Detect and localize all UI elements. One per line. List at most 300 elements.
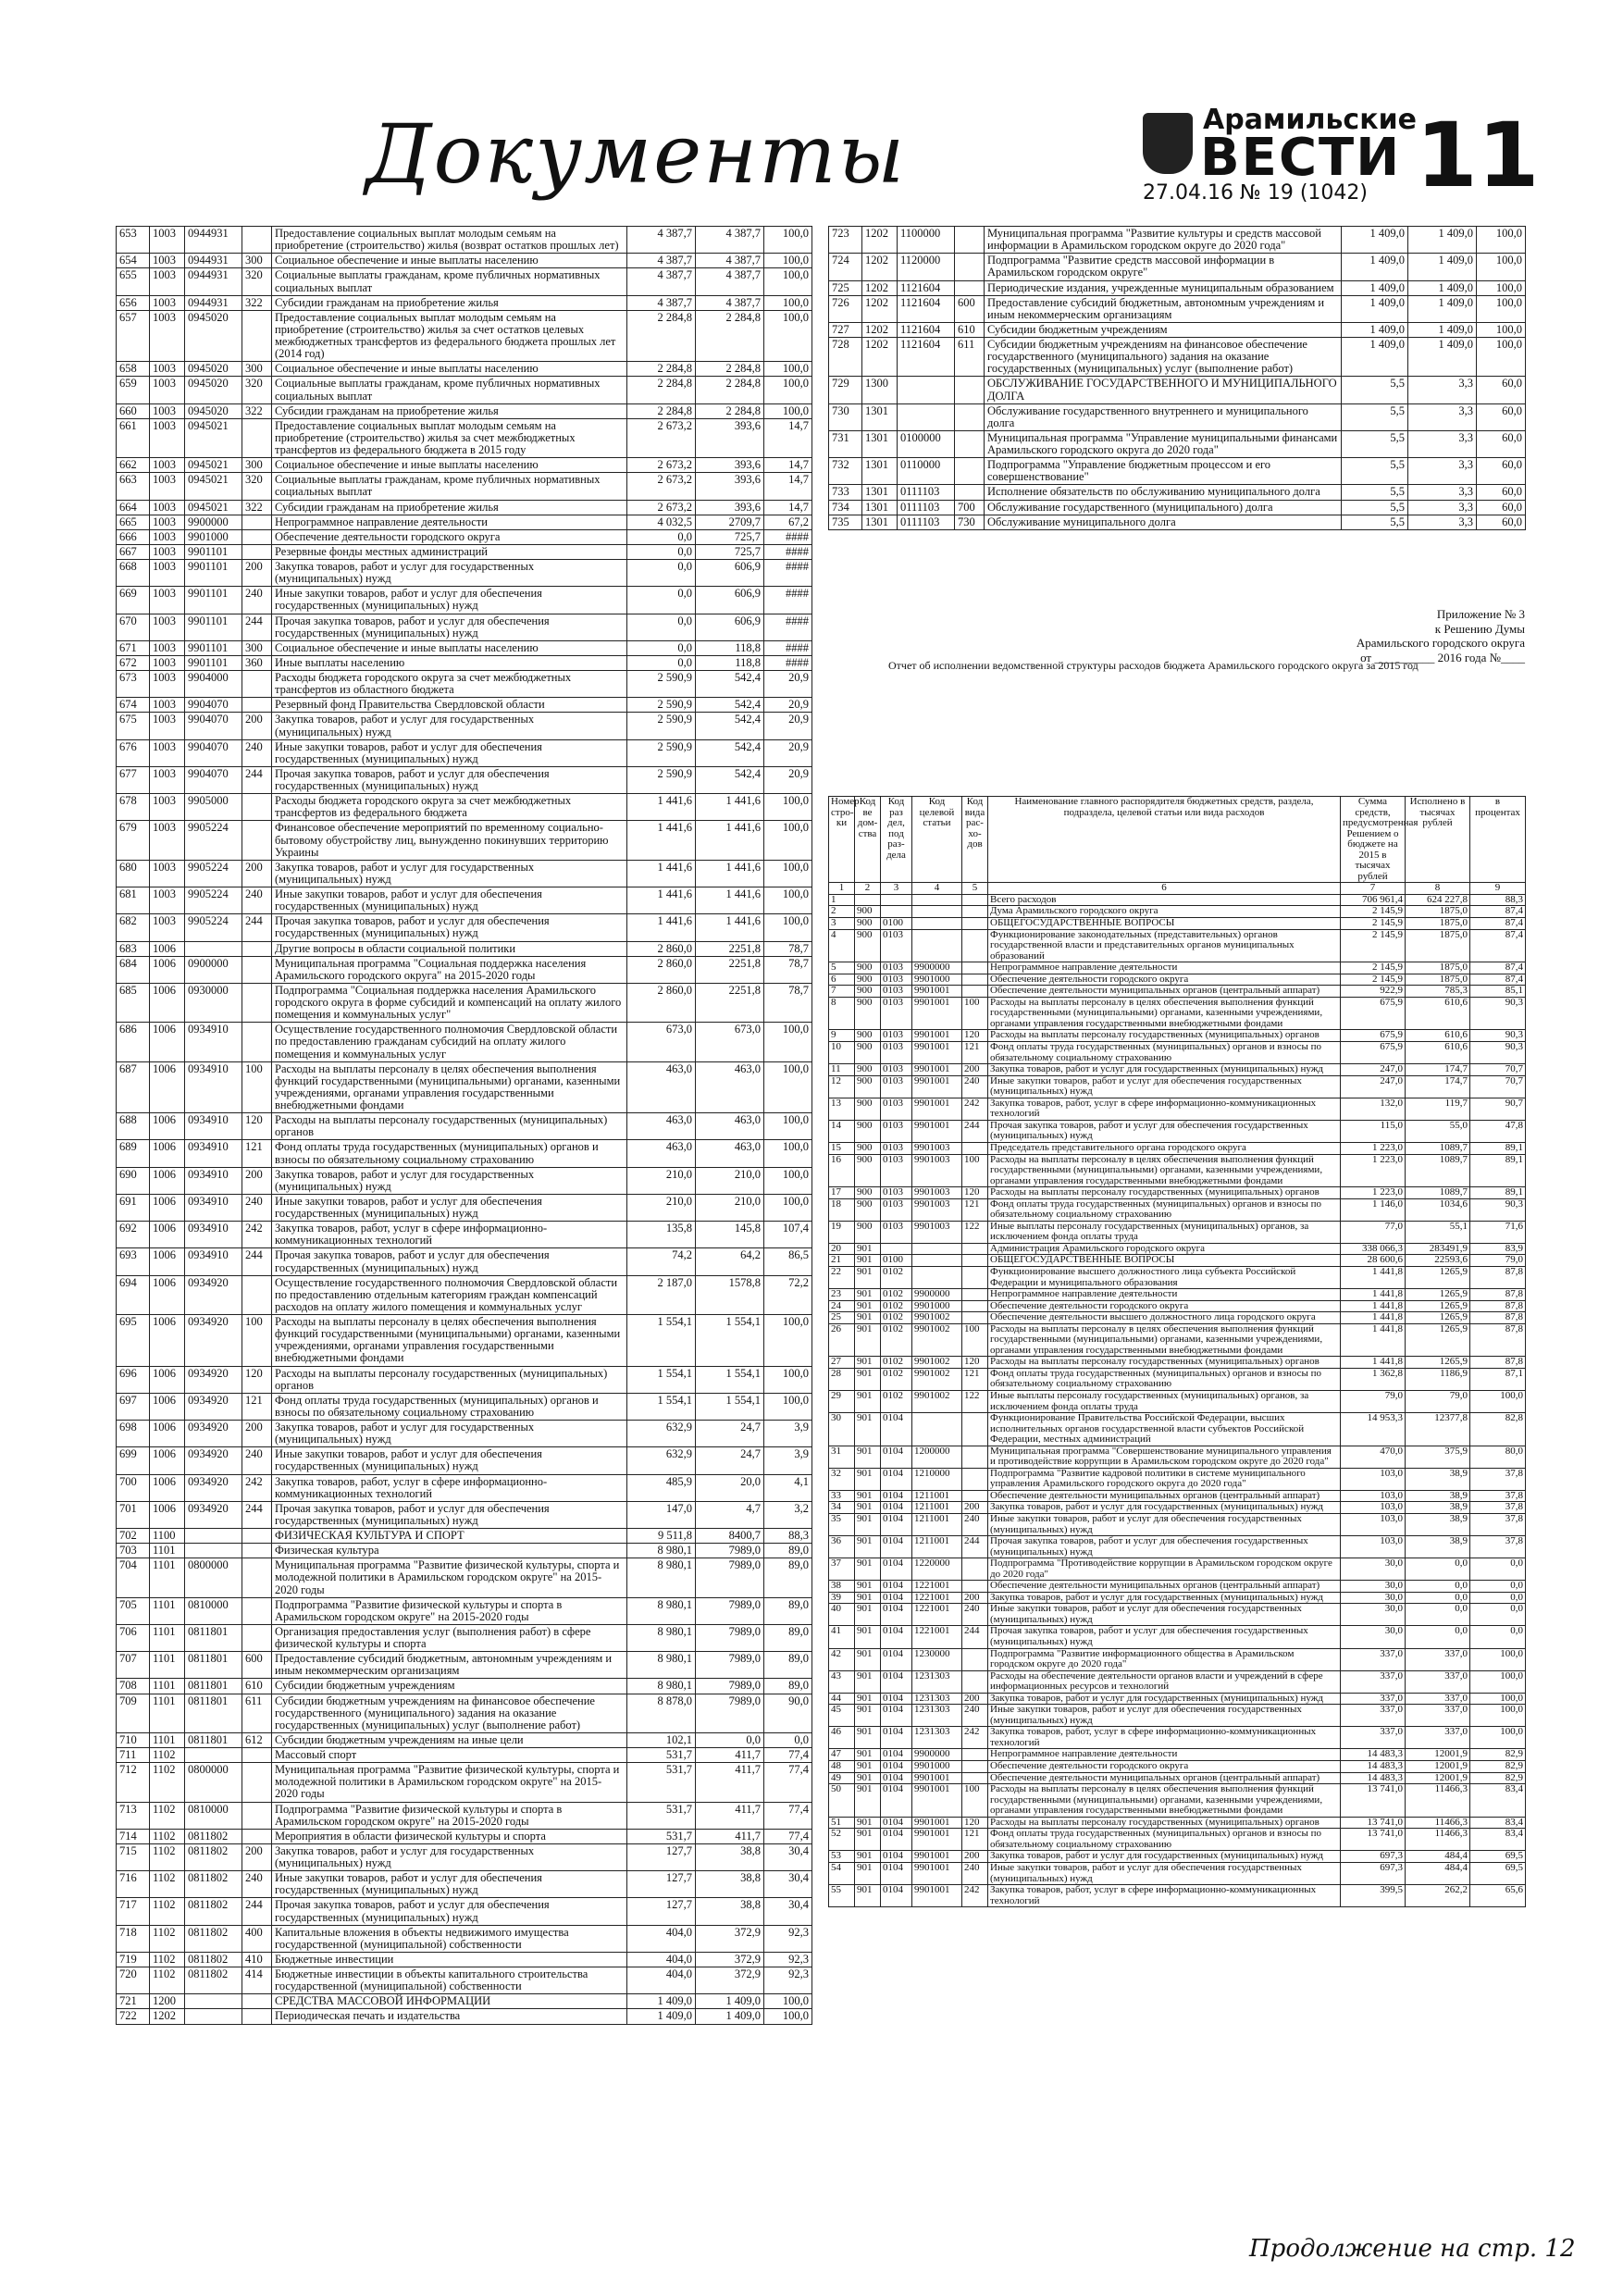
table-cell: 200 (242, 1167, 272, 1194)
table-row (117, 1113, 812, 1140)
table-row (829, 1266, 1526, 1288)
table-cell: 701 (117, 1501, 150, 1528)
table-cell: 730 (955, 515, 985, 529)
table-cell (185, 2009, 242, 2024)
table-cell: Дума Арамильского городского округа (988, 906, 1341, 918)
table-cell: 78,7 (764, 983, 812, 1022)
table-cell: 30,4 (764, 1871, 812, 1898)
table-cell: 5,5 (1342, 458, 1408, 485)
table-cell: 24,7 (696, 1421, 764, 1447)
table-cell: 9901001 (912, 1862, 962, 1884)
table-row (829, 1626, 1526, 1648)
table-row (117, 1544, 812, 1558)
table-cell: 60,0 (1477, 515, 1526, 529)
table-cell: 1121604 (898, 338, 955, 377)
table-cell: Расходы на выплаты персоналу в целях обеспечения выполнения функций государственными (муниципальными) органами, казенными учреждениями, органами управления государственными внебюджетными фондами (272, 1061, 627, 1113)
table-cell: 240 (962, 1514, 988, 1536)
table-cell: 74,2 (627, 1248, 696, 1275)
table-cell: Муниципальная программа "Развитие физической культуры, спорта и молодежной политики в Арамильском городском округе" на 2015-2020 годы (272, 1558, 627, 1597)
table-cell: 0102 (881, 1289, 912, 1301)
table-cell: 0102 (881, 1357, 912, 1369)
table-cell: 4 387,7 (627, 268, 696, 295)
table-cell: 0104 (881, 1784, 912, 1818)
table-cell: 9901001 (912, 1030, 962, 1042)
table-cell: 717 (117, 1898, 150, 1925)
table-cell: Социальное обеспечение и иные выплаты населению (272, 458, 627, 473)
table-cell: 20,9 (764, 713, 812, 739)
table-cell: 1089,7 (1406, 1154, 1470, 1187)
table-cell: 20,9 (764, 739, 812, 766)
table-row (829, 974, 1526, 986)
table-cell: Социальное обеспечение и иные выплаты населению (272, 640, 627, 655)
table-cell: Непрограммное направление деятельности (988, 1289, 1341, 1301)
table-cell: 30,0 (1341, 1558, 1406, 1581)
table-cell: 4 387,7 (627, 227, 696, 254)
table-cell: 693 (117, 1248, 150, 1275)
table-cell: Фонд оплаты труда государственных (муниципальных) органов и взносы по обязательному социальному страхованию (272, 1393, 627, 1420)
table-cell: 7989,0 (696, 1624, 764, 1651)
table-cell: 463,0 (696, 1140, 764, 1167)
column-header: Код раз дел, под раз-дела (881, 797, 912, 883)
table-cell (242, 1275, 272, 1314)
table-cell: 901 (855, 1670, 881, 1693)
table-cell: 300 (242, 254, 272, 268)
table-cell (242, 1544, 272, 1558)
table-cell: 1186,9 (1406, 1368, 1470, 1390)
table-cell: 730 (829, 403, 862, 430)
table-cell: Закупка товаров, работ и услуг для государственных (муниципальных) нужд (272, 860, 627, 887)
issue-info: 27.04.16 № 19 (1042) (1143, 181, 1368, 205)
table-row (829, 1154, 1526, 1187)
table-cell: 1875,0 (1406, 974, 1470, 986)
table-row (829, 997, 1526, 1030)
table-row (829, 254, 1526, 280)
table-cell: 100,0 (1470, 1693, 1526, 1705)
table-cell: 9901001 (912, 986, 962, 998)
table-cell: 71,6 (1470, 1221, 1526, 1243)
table-cell: 2 145,9 (1341, 918, 1406, 930)
table-cell: 393,6 (696, 473, 764, 500)
table-cell: 0945021 (185, 473, 242, 500)
table-cell: 1 409,0 (696, 2009, 764, 2024)
table-cell: 121 (962, 1829, 988, 1851)
table-cell: 1101 (150, 1732, 185, 1747)
table-cell: 901 (855, 1323, 881, 1357)
table-cell: 2 145,9 (1341, 929, 1406, 962)
table-cell: 712 (117, 1763, 150, 1802)
table-cell: 30,0 (1341, 1592, 1406, 1604)
table-cell: 632,9 (627, 1447, 696, 1474)
table-cell: 3,3 (1408, 377, 1477, 403)
table-cell (242, 671, 272, 698)
table-cell: Закупка товаров, работ и услуг для государственных (муниципальных) нужд (272, 1843, 627, 1870)
table-cell: Бюджетные инвестиции (272, 1952, 627, 1967)
table-cell: 30,0 (1341, 1581, 1406, 1593)
table-cell: ОБСЛУЖИВАНИЕ ГОСУДАРСТВЕННОГО И МУНИЦИПАЛЬНОГО ДОЛГА (985, 377, 1342, 403)
table-cell: 2709,7 (696, 515, 764, 529)
table-cell: 1 409,0 (1408, 295, 1477, 322)
table-cell: 87,8 (1470, 1300, 1526, 1312)
table-cell: 0102 (881, 1368, 912, 1390)
table-row (117, 698, 812, 713)
table-cell: 9901101 (185, 587, 242, 614)
table-cell: 675,9 (1341, 1042, 1406, 1064)
table-cell: 89,0 (764, 1652, 812, 1679)
table-cell: 41 (829, 1626, 855, 1648)
table-cell: 9905224 (185, 914, 242, 941)
column-number: 2 (855, 883, 881, 895)
table-cell (962, 1749, 988, 1761)
table-cell: 100,0 (764, 1366, 812, 1393)
table-cell: 0934910 (185, 1222, 242, 1248)
table-cell: 103,0 (1341, 1468, 1406, 1490)
table-cell (242, 1023, 272, 1061)
table-cell: 240 (962, 1705, 988, 1727)
table-cell: 12001,9 (1406, 1772, 1470, 1784)
table-cell: 8 878,0 (627, 1694, 696, 1732)
table-row (117, 821, 812, 860)
table-cell: 50 (829, 1784, 855, 1818)
table-cell: 29 (829, 1390, 855, 1412)
table-cell: 393,6 (696, 500, 764, 515)
table-cell: 4 387,7 (696, 254, 764, 268)
table-cell: 35 (829, 1514, 855, 1536)
table-cell: 100,0 (764, 310, 812, 362)
table-cell: Социальное обеспечение и иные выплаты населению (272, 254, 627, 268)
table-cell: 612 (242, 1732, 272, 1747)
table-cell: 1875,0 (1406, 918, 1470, 930)
table-cell: 1202 (862, 227, 898, 254)
table-cell (855, 894, 881, 906)
table-cell: 0944931 (185, 295, 242, 310)
table-cell: 9901001 (912, 1075, 962, 1098)
table-cell: 240 (242, 887, 272, 914)
table-cell: Субсидии бюджетным учреждениям на иные цели (272, 1732, 627, 1747)
column-header: в процентах (1470, 797, 1526, 883)
table-cell: 1875,0 (1406, 962, 1470, 974)
table-row (117, 1763, 812, 1802)
table-cell: 1 409,0 (1408, 280, 1477, 295)
table-cell: 47 (829, 1749, 855, 1761)
table-row (829, 1243, 1526, 1255)
table-cell: 1006 (150, 1275, 185, 1314)
table-cell: 709 (117, 1694, 150, 1732)
table-cell: 2 673,2 (627, 458, 696, 473)
table-row (829, 338, 1526, 377)
table-cell: 0934920 (185, 1474, 242, 1501)
table-cell: 675,9 (1341, 997, 1406, 1030)
table-cell: 12 (829, 1075, 855, 1098)
table-cell: 697,3 (1341, 1862, 1406, 1884)
table-cell: 240 (242, 739, 272, 766)
table-cell: 400 (242, 1925, 272, 1952)
table-cell: 1 441,6 (627, 914, 696, 941)
table-cell: 666 (117, 529, 150, 544)
table-cell: 55,1 (1406, 1221, 1470, 1243)
table-cell: 210,0 (627, 1194, 696, 1221)
table-cell: 8 980,1 (627, 1558, 696, 1597)
table-cell: 7989,0 (696, 1652, 764, 1679)
table-cell: 120 (962, 1357, 988, 1369)
table-cell: 901 (855, 1266, 881, 1288)
table-cell: 60,0 (1477, 500, 1526, 515)
table-cell: 9901003 (912, 1142, 962, 1154)
table-cell: 1006 (150, 956, 185, 983)
table-cell: 1 409,0 (1342, 280, 1408, 295)
table-cell: 0,0 (1470, 1592, 1526, 1604)
table-cell: 399,5 (1341, 1885, 1406, 1907)
table-row (829, 1761, 1526, 1773)
table-cell: 1 223,0 (1341, 1142, 1406, 1154)
table-cell: 1220000 (912, 1558, 962, 1581)
table-row (117, 1624, 812, 1651)
table-row (829, 1098, 1526, 1120)
table-cell: 1006 (150, 941, 185, 956)
table-cell: 14,7 (764, 500, 812, 515)
table-cell: 372,9 (696, 1967, 764, 1994)
table-cell: 1006 (150, 1023, 185, 1061)
table-cell: 4 (829, 929, 855, 962)
table-cell: 664 (117, 500, 150, 515)
table-cell: 69,5 (1470, 1851, 1526, 1863)
table-cell: Закупка товаров, работ и услуг для государственных (муниципальных) нужд (272, 1167, 627, 1194)
table-cell: 1102 (150, 1967, 185, 1994)
table-row (117, 1023, 812, 1061)
table-cell: 0930000 (185, 983, 242, 1022)
table-cell (962, 906, 988, 918)
table-cell: 1102 (150, 1748, 185, 1763)
table-cell: 0934910 (185, 1248, 242, 1275)
table-cell: Расходы на выплаты персоналу в целях обеспечения выполнения функций государственными (муниципальными) органами, казенными учреждениями, органами управления государственными внебюджетными фондами (988, 1323, 1341, 1357)
table-cell: 0104 (881, 1862, 912, 1884)
table-cell: 1034,6 (1406, 1198, 1470, 1221)
table-cell: Прочая закупка товаров, работ и услуг для обеспечения государственных (муниципальных) нужд (272, 1248, 627, 1275)
table-row (829, 1120, 1526, 1142)
table-cell: 0945020 (185, 377, 242, 403)
table-row (829, 1413, 1526, 1446)
table-row (117, 1393, 812, 1420)
table-cell: 121 (962, 1042, 988, 1064)
table-cell: 0945020 (185, 310, 242, 362)
table-cell: 30,0 (1341, 1626, 1406, 1648)
table-cell: 240 (242, 587, 272, 614)
table-cell: 119,7 (1406, 1098, 1470, 1120)
table-cell: 1 554,1 (627, 1315, 696, 1367)
table-cell: 0102 (881, 1312, 912, 1324)
table-cell: 900 (855, 1064, 881, 1076)
table-cell: 1 409,0 (627, 2009, 696, 2024)
table-cell: 3,3 (1408, 485, 1477, 500)
table-cell: 1006 (150, 1061, 185, 1113)
table-cell: Иные выплаты населению (272, 655, 627, 670)
table-cell: 100,0 (764, 362, 812, 377)
table-cell: 300 (242, 458, 272, 473)
table-cell: 725 (829, 280, 862, 295)
table-cell: 69,5 (1470, 1862, 1526, 1884)
table-cell: Расходы на выплаты персоналу государственных (муниципальных) органов (988, 1817, 1341, 1829)
table-cell: 22593,6 (1406, 1255, 1470, 1267)
table-row (117, 1694, 812, 1732)
table-cell (881, 906, 912, 918)
table-row (117, 1248, 812, 1275)
table-cell: Муниципальная программа "Социальная поддержка населения Арамильского городского округа" на 2015-2020 годы (272, 956, 627, 983)
table-cell: 4,1 (764, 1474, 812, 1501)
table-cell: 82,8 (1470, 1413, 1526, 1446)
table-row (117, 560, 812, 587)
table-cell: 9901101 (185, 544, 242, 559)
table-cell: 45 (829, 1705, 855, 1727)
table-cell: 0,0 (1470, 1558, 1526, 1581)
table-cell: 404,0 (627, 1925, 696, 1952)
table-cell: 89,0 (764, 1679, 812, 1694)
table-cell: Подпрограмма "Развитие средств массовой информации в Арамильском городском округе" (985, 254, 1342, 280)
table-cell: 715 (117, 1843, 150, 1870)
table-row (117, 1952, 812, 1967)
column-number: 3 (881, 883, 912, 895)
table-cell (242, 1558, 272, 1597)
table-cell: 1 441,6 (696, 821, 764, 860)
table-cell: Бюджетные инвестиции в объекты капитального строительства государственной (муниципальной) собственности (272, 1967, 627, 1994)
table-cell: 668 (117, 560, 150, 587)
table-cell: 360 (242, 655, 272, 670)
table-cell: Субсидии гражданам на приобретение жилья (272, 500, 627, 515)
table-cell: 901 (855, 1772, 881, 1784)
table-cell: Субсидии гражданам на приобретение жилья (272, 295, 627, 310)
table-cell: 8 980,1 (627, 1679, 696, 1694)
table-cell: 1006 (150, 1113, 185, 1140)
table-cell: 901 (855, 1368, 881, 1390)
table-cell: 1 441,6 (627, 887, 696, 914)
table-cell: 121 (962, 1198, 988, 1221)
table-cell: Подпрограмма "Развитие информационного общества в Арамильском городском округе до 2020 года" (988, 1648, 1341, 1670)
table-row (829, 403, 1526, 430)
table-cell: 100,0 (764, 1023, 812, 1061)
table-cell: 696 (117, 1366, 150, 1393)
table-cell: 1265,9 (1406, 1300, 1470, 1312)
table-cell: Закупка товаров, работ и услуг для государственных (муниципальных) нужд (272, 1421, 627, 1447)
table-cell: 725,7 (696, 544, 764, 559)
table-cell: 121 (242, 1140, 272, 1167)
table-cell: 706 (117, 1624, 150, 1651)
table-cell: 132,0 (1341, 1098, 1406, 1120)
table-cell: 1301 (862, 458, 898, 485)
table-cell: 1003 (150, 227, 185, 254)
table-cell: Обслуживание государственного внутреннего и муниципального долга (985, 403, 1342, 430)
table-cell: 13 741,0 (1341, 1829, 1406, 1851)
table-cell: 37,8 (1470, 1468, 1526, 1490)
table-row (829, 430, 1526, 457)
table-cell: 3 (829, 918, 855, 930)
table-cell (962, 1772, 988, 1784)
table-cell (912, 1266, 962, 1288)
table-cell: 1875,0 (1406, 929, 1470, 962)
table-cell: 0934910 (185, 1194, 242, 1221)
table-row (117, 766, 812, 793)
table-cell: 1 409,0 (1408, 254, 1477, 280)
table-cell: 322 (242, 500, 272, 515)
table-row (117, 1194, 812, 1221)
table-cell: 120 (242, 1366, 272, 1393)
table-cell: 14 483,3 (1341, 1749, 1406, 1761)
table-row (829, 1289, 1526, 1301)
table-cell: 60,0 (1477, 458, 1526, 485)
table-cell: Прочая закупка товаров, работ и услуг для обеспечения государственных (муниципальных) нужд (272, 766, 627, 793)
table-cell: 900 (855, 1198, 881, 1221)
table-cell: 4 387,7 (696, 268, 764, 295)
table-cell (912, 906, 962, 918)
table-row (829, 1693, 1526, 1705)
table-cell: 147,0 (627, 1501, 696, 1528)
table-cell: 107,4 (764, 1222, 812, 1248)
table-cell: 0934920 (185, 1421, 242, 1447)
table-cell: 86,5 (764, 1248, 812, 1275)
table-cell: 9901003 (912, 1198, 962, 1221)
table-cell: 100,0 (764, 268, 812, 295)
table-row (117, 1315, 812, 1367)
table-cell: Иные закупки товаров, работ и услуг для обеспечения государственных (муниципальных) нужд (272, 1447, 627, 1474)
table-cell: 1003 (150, 529, 185, 544)
table-cell: 9901001 (912, 1829, 962, 1851)
table-cell: 414 (242, 1967, 272, 1994)
table-row (829, 1784, 1526, 1818)
table-cell: 2 145,9 (1341, 974, 1406, 986)
table-cell: Иные закупки товаров, работ и услуг для обеспечения государственных (муниципальных) нужд (272, 887, 627, 914)
newspaper-logo (1143, 100, 1417, 192)
table-cell (962, 1312, 988, 1324)
table-cell: 100,0 (764, 821, 812, 860)
table-cell (962, 929, 988, 962)
table-cell: 1 409,0 (627, 1994, 696, 2009)
table-cell: 901 (855, 1604, 881, 1626)
table-cell: 1202 (862, 295, 898, 322)
table-cell: Закупка товаров, работ, услуг в сфере информационно-коммуникационных технологий (272, 1222, 627, 1248)
table-cell (898, 403, 955, 430)
table-cell: 372,9 (696, 1952, 764, 1967)
table-cell (185, 1994, 242, 2009)
table-cell: Обеспечение деятельности городского округа (988, 1300, 1341, 1312)
table-cell: 1231303 (912, 1727, 962, 1749)
table-cell: 9901000 (912, 1300, 962, 1312)
table-row (117, 1652, 812, 1679)
table-cell: 410 (242, 1952, 272, 1967)
table-cell: 711 (117, 1748, 150, 1763)
table-cell: 0100 (881, 1255, 912, 1267)
table-cell: 100,0 (764, 1194, 812, 1221)
table-cell: 0,0 (1406, 1626, 1470, 1648)
table-cell: 100,0 (764, 1140, 812, 1167)
table-cell (242, 1802, 272, 1829)
table-cell: 723 (829, 227, 862, 254)
table-cell: Предоставление субсидий бюджетным, автономным учреждениям и иным некоммерческим организациям (985, 295, 1342, 322)
table-cell: 12001,9 (1406, 1749, 1470, 1761)
table-cell: 484,4 (1406, 1862, 1470, 1884)
column-header: Сумма средств, предусмотренная Решением о бюджете на 2015 в тысячах рублей (1341, 797, 1406, 883)
table-row (117, 614, 812, 640)
table-cell: 1101 (150, 1652, 185, 1679)
table-cell: 100,0 (1470, 1390, 1526, 1412)
table-cell (962, 1266, 988, 1288)
table-cell: 38,8 (696, 1898, 764, 1925)
table-cell: 5,5 (1342, 515, 1408, 529)
table-cell: Периодическая печать и издательства (272, 2009, 627, 2024)
table-cell: 901 (855, 1514, 881, 1536)
table-cell: 0111103 (898, 515, 955, 529)
table-cell (242, 1763, 272, 1802)
table-cell: 0104 (881, 1693, 912, 1705)
table-cell: 0103 (881, 1221, 912, 1243)
table-row (829, 1604, 1526, 1626)
table-row (117, 1829, 812, 1843)
